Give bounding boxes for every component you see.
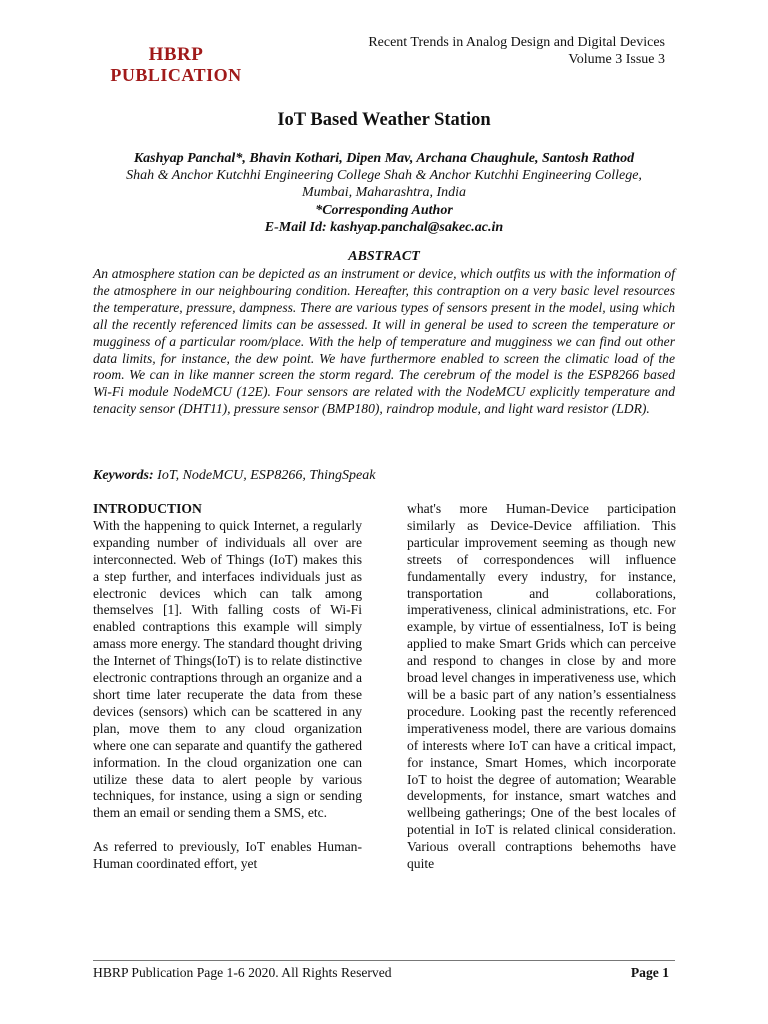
author-list: Kashyap Panchal*, Bhavin Kothari, Dipen Mav, Archana Chaughule, Santosh Rathod — [133, 151, 635, 166]
paper-title: IoT Based Weather Station — [277, 110, 491, 130]
intro-paragraph-1: With the happening to quick Internet, a regularly expanding number of individuals all over are interconnected. Web of Things (IoT) makes this a step further, and interfaces individuals just as electronic devices which can talk among themselves [1]. With falling costs of Wi-Fi enabled contraptions this example will simply amass more energy. The standard thought driving the Internet of Things(IoT) is to relate distinctive electronic contraptions through an organize and a short time later recuperate the data from these devices (sensors) which can be scattered in any plan, move them to any cloud organization where one can separate and quantify the gathered information. In the cloud organization one can utilize these data to alert people by various techniques, for instance, using a sign or sending them an email or sending them a SMS, etc. — [93, 517, 362, 821]
right-column — [407, 501, 676, 873]
footer-copyright: HBRP Publication Page 1-6 2020. All Rights Reserved — [93, 965, 392, 980]
affiliation-line-1: Shah & Anchor Kutchhi Engineering College Shah & Anchor Kutchhi Engineering College, — [126, 168, 642, 184]
logo-line-1: HBRP — [148, 44, 204, 65]
introduction-heading: INTRODUCTION — [93, 501, 202, 516]
journal-name: Recent Trends in Analog Design and Digital Devices — [368, 35, 665, 50]
footer-divider — [93, 960, 675, 961]
logo-line-2: PUBLICATION — [110, 65, 242, 85]
publisher-logo — [106, 44, 246, 86]
volume-issue: Volume 3 Issue 3 — [568, 52, 665, 67]
intro-paragraph-2: As referred to previously, IoT enables Human-Human coordinated effort, yet — [93, 839, 362, 872]
journal-header — [368, 34, 665, 68]
abstract-heading: ABSTRACT — [348, 249, 420, 264]
abstract-text: An atmosphere station can be depicted as an instrument or device, which outfits us with the information of the atmosphere in our neighbouring condition. Hereafter, this contraption on a very basic level resources the temperature, pressure, dampness. There are various types of sensors present in the model, using which all the recently referenced limits can be assessed. It will in general be used to screen the temperature or mugginess of a particular room/place. With the help of temperature and mugginess we can find out other data limits, for instance, the dew point. We have furthermore enabled to screen the climatic load of the room. We can in like manner screen the storm regard. The cerebrum of the model is the ESP8266 based Wi-Fi module NodeMCU (12E). Four sensors are related with the NodeMCU explicitly temperature and tenacity sensor (DHT11), pressure sensor (BMP180), raindrop module, and light ward resistor (LDR). — [93, 266, 675, 417]
affiliation-line-2: Mumbai, Maharashtra, India — [301, 185, 467, 201]
author-block — [92, 150, 676, 236]
page-number: Page 1 — [630, 965, 669, 980]
keywords — [93, 468, 675, 484]
keywords-text: IoT, NodeMCU, ESP8266, ThingSpeak — [153, 468, 376, 483]
left-column — [93, 501, 362, 873]
paragraph-gap — [93, 822, 362, 839]
author-email: E-Mail Id: kashyap.panchal@sakec.ac.in — [264, 219, 504, 235]
corresponding-author: *Corresponding Author — [315, 202, 453, 218]
keywords-label: Keywords: — [93, 468, 154, 483]
intro-paragraph-continued: what's more Human-Device participation similarly as Device-Device affiliation. This particular improvement seeming as though new streets of correspondences will influence fundamentally every industry, for instance, transportation and collaborations, imperativeness, clinical administrations, etc. For example, by virtue of essentialness, IoT is being applied to make Smart Grids which can perceive and respond to changes in close by and more broad level changes in imperativeness use, which will be a basic part of any nation’s essentialness procedure. Looking past the recently referenced imperativeness model, there are various domains of interests where IoT can have a critical impact, for instance, Smart Homes, which incorporate IoT to hoist the degree of automation; Wearable developments, for instance, smart watches and wellbeing gatherings; One of the best locales of potential in IoT is related clinical consideration. Various overall contraptions behemoths have quite — [407, 501, 676, 872]
